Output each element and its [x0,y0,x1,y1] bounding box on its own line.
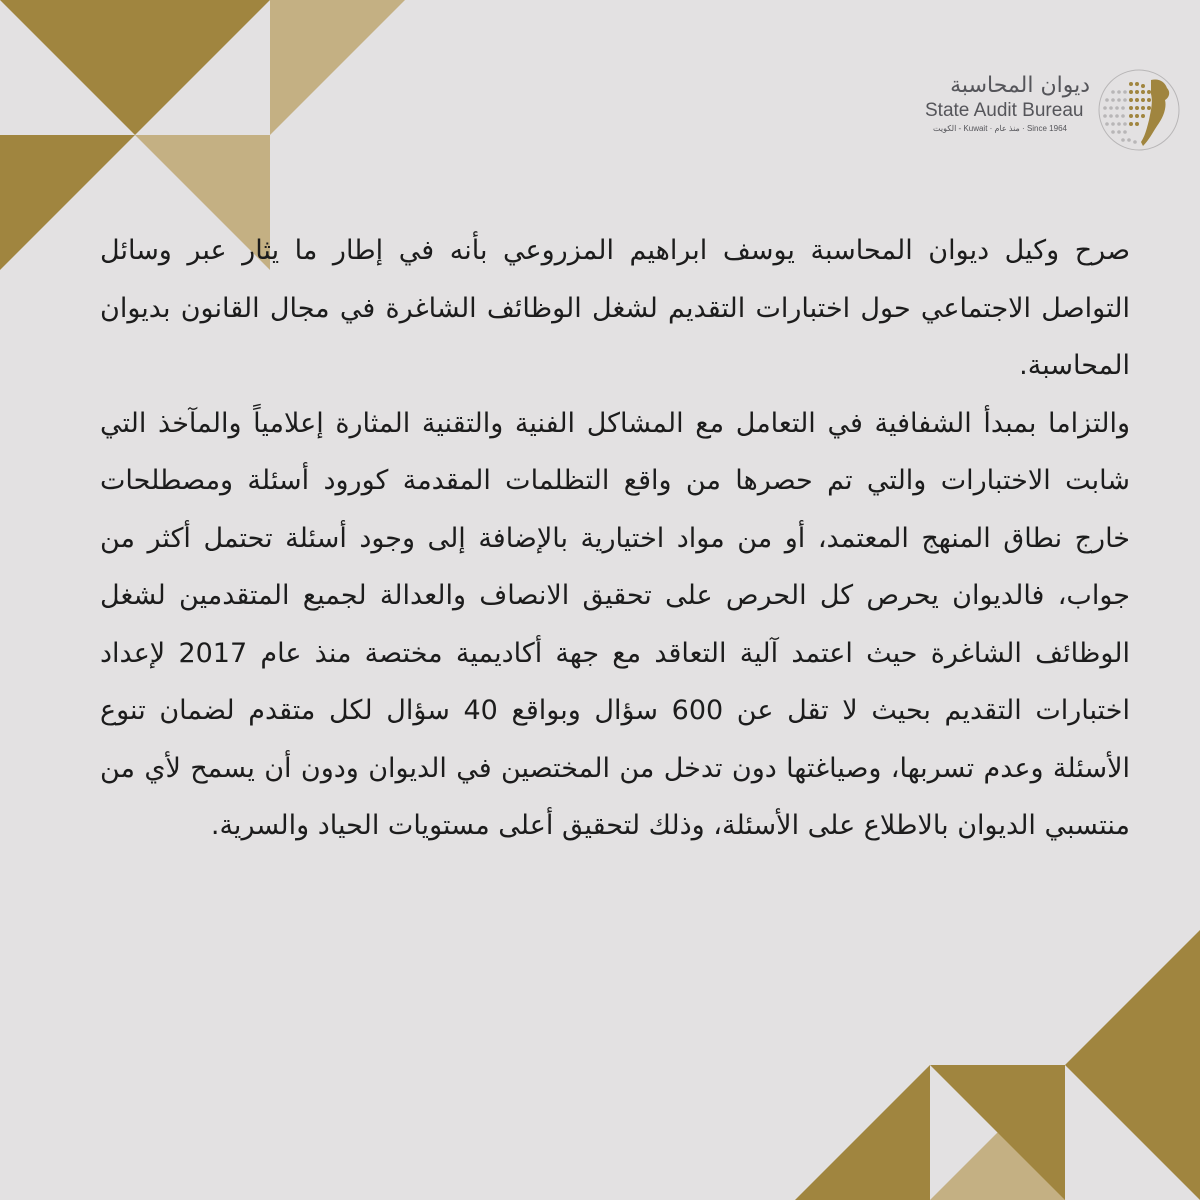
triangle-top-left-1 [0,0,135,135]
state-audit-bureau-logo [925,62,1195,172]
triangle-bottom-right-5 [795,1065,930,1200]
logo-name-ar: ديوان المحاسبة [950,73,1090,98]
logo-name-en: State Audit Bureau [925,100,1084,121]
triangle-bottom-right-3 [1065,1065,1200,1200]
article-body [100,222,1130,855]
logo-tagline: الكويت - Kuwait · منذ عام · Since 1964 [933,124,1067,133]
globe-emblem-icon [1093,62,1193,162]
paragraph-1: صرح وكيل ديوان المحاسبة يوسف ابراهيم المزروعي بأنه في إطار ما يثار عبر وسائل التواصل الاجتماعي حول اختبارات التقديم لشغل الوظائف الشاغرة في مجال القانون بديوان المحاسبة. [100,235,1130,381]
paragraph-2: والتزاما بمبدأ الشفافية في التعامل مع المشاكل الفنية والتقنية المثارة إعلامياً والمآخذ التي شابت الاختبارات والتي تم حصرها من واقع التظلمات المقدمة كورود أسئلة ومصطلحات خارج نطاق المنهج المعتمد، أو من مواد اختيارية بالإضافة إلى وجود أسئلة تحتمل أكثر من جواب، فالديوان يحرص كل الحرص على تحقيق الانصاف والعدالة لجميع المتقدمين لشغل الوظائف الشاغرة حيث اعتمد آلية التعاقد مع جهة أكاديمية مختصة منذ عام 2017 لإعداد اختبارات التقديم بحيث لا تقل عن 600 سؤال وبواقع 40 سؤال لكل متقدم لضمان تنوع الأسئلة وعدم تسربها، وصياغتها دون تدخل من المختصين في الديوان ودون أن يسمح لأي من منتسبي الديوان بالاطلاع على الأسئلة، وذلك لتحقيق أعلى مستويات الحياد والسرية. [100,407,1130,841]
logo-text [925,72,1115,136]
triangle-bottom-right-2 [1065,930,1200,1065]
triangle-top-left-3 [270,0,405,135]
triangle-top-left-2 [135,0,270,135]
